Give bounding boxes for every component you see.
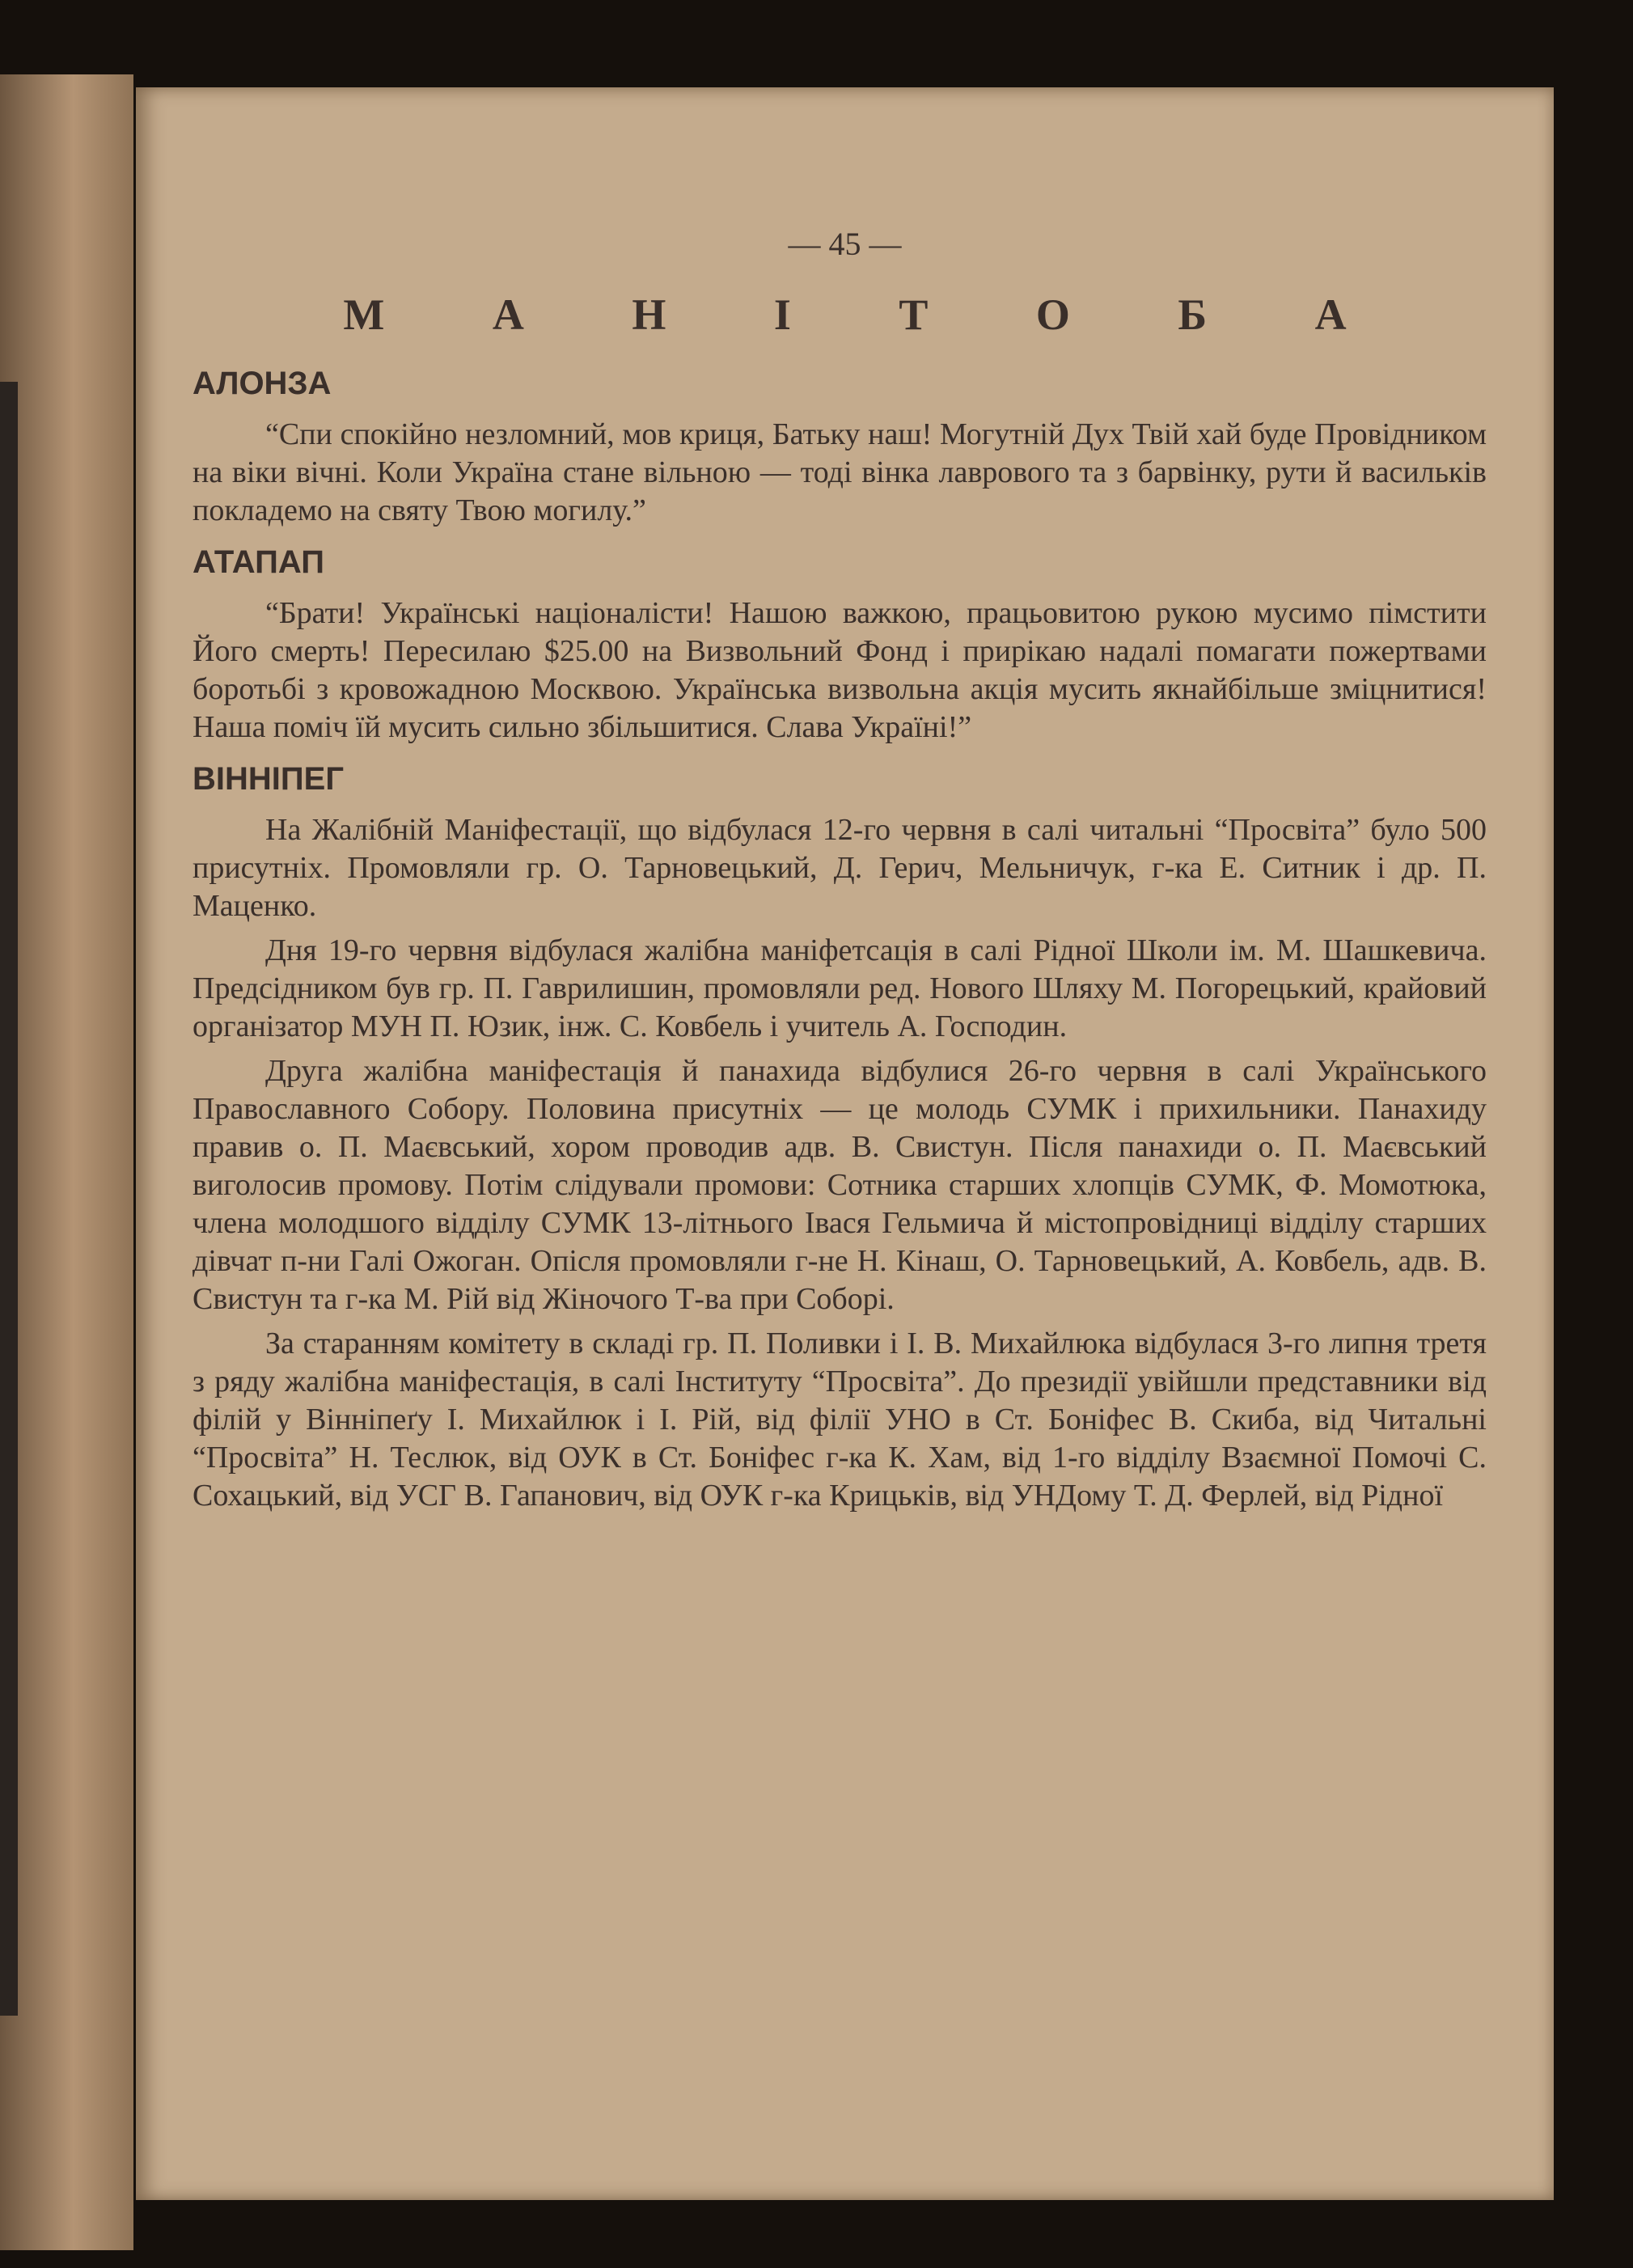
facing-page-image-strip bbox=[0, 382, 18, 2016]
paragraph: Дня 19-го червня відбулася жалібна маніфетсація в салі Рідної Школи ім. М. Шашкевича. Предсідником був гр. П. Гаврилишин, промовляли ред. Нового Шляху М. Погорецький, крайовий організатор МУН П. Юзик, інж. С. Ковбель і учитель А. Господин. bbox=[192, 933, 1487, 1043]
paragraph: За старанням комітету в складі гр. П. Поливки і І. В. Михайлюка відбулася 3-го липня третя з ряду жалібна маніфестація, в салі Інституту “Просвіта”. До президії увійшли представники від філій у Вінніпеґу І. Михайлюк і І. Рій, від філії УНО в Ст. Боніфес В. Скиба, від Читальні “Просвіта” Н. Теслюк, від ОУК в Ст. Боніфес г-ка К. Хам, від 1-го відділу Взаємної Помочі С. Сохацький, від УСГ В. Гапанович, від ОУК г-ка Крицьків, від УНДому Т. Д. Ферлей, від Рідної bbox=[192, 1327, 1487, 1513]
paragraph: На Жалібній Маніфестації, що відбулася 12-го червня в салі читальні “Просвіта” було 500 присутніх. Промовляли гр. О. Тарновецький, Д. Герич, Мельничук, г-ка Е. Ситник і др. П. Маценко. bbox=[192, 813, 1487, 923]
paragraph: Друга жалібна маніфестація й панахида відбулися 26-го червня в салі Українського Православного Собору. Половина присутніх — це молодь СУМК і прихильники. Панахиду правив о. П. Маєвський, хором проводив адв. В. Свистун. Після панахиди о. П. Маєвський виголосив промову. Потім слідували промови: Сотника старших хлопців СУМК, Ф. Момотюка, члена молодшого відділу СУМК 13-літнього Івася Гельмича й містопровідниці відділу старших дівчат п-ни Галі Ожоган. Опісля промовляли г-не Н. Кінаш, О. Тарновецький, А. Ковбель, адв. В. Свистун та г-ка М. Рій від Жіночого Т-ва при Соборі. bbox=[192, 1054, 1487, 1316]
paragraph: “Брати! Українські націоналісти! Нашою важкою, працьовитою рукою мусимо пімстити Його смерть! Пересилаю $25.00 на Визвольний Фонд і прирікаю надалі помагати пожертвами боротьбі з кровожадною Москвою. Українська визвольна акція мусить якнайбільше зміцнитися! Наша поміч їй мусить сильно збільшитися. Слава Україні!” bbox=[192, 596, 1487, 744]
book-page bbox=[136, 87, 1554, 2200]
page-title: М А Н І Т О Б А bbox=[343, 290, 1395, 339]
paragraph: “Спи спокійно незломний, мов криця, Батьку наш! Могутній Дух Твій хай буде Провідником на віки вічні. Коли Україна стане вільною — тоді вінка лаврового та з барвінку, рути й васильків покладемо на святу Твою могилу.” bbox=[192, 417, 1487, 527]
section-heading-atapap: АТАПАП bbox=[192, 544, 325, 580]
section-heading-alonza: АЛОНЗА bbox=[192, 366, 332, 401]
article-body bbox=[192, 362, 1487, 1521]
section-heading-winnipeg: ВІННІПЕГ bbox=[192, 761, 344, 797]
facing-page-edge bbox=[0, 74, 133, 2250]
page-number: — 45 — bbox=[788, 226, 902, 262]
